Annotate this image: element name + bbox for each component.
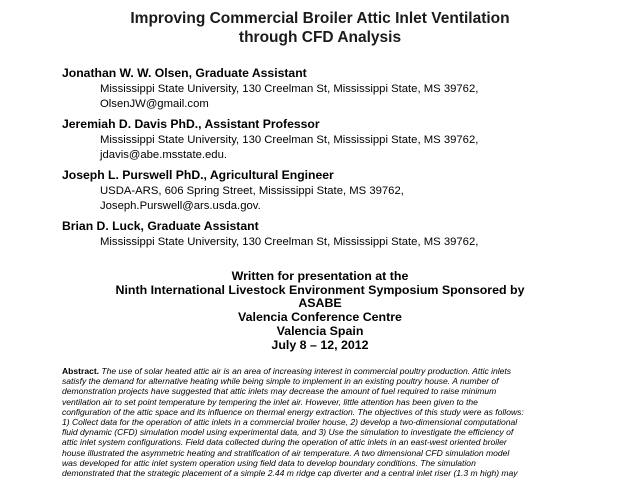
presentation-line-5: Valencia Spain (276, 323, 364, 338)
author-block (62, 168, 622, 214)
abstract-line: satisfy the demand for alternative heating while being simple to implement in an existing poultry house. A number of (62, 376, 499, 387)
abstract-line (62, 366, 582, 376)
author-block (62, 66, 622, 112)
abstract-line: attic inlet system configurations. Field data collected during the operation of attic inlets in an east-west oriented broiler (62, 437, 507, 448)
author-address: USDA-ARS, 606 Spring Street, Mississippi State, MS 39762, (100, 185, 404, 197)
presentation-line-3: ASABE (298, 296, 342, 311)
presentation-line-4: Valencia Conference Centre (238, 310, 402, 325)
abstract-label: Abstract. (62, 366, 100, 376)
abstract-line: demonstrated that the strategic placement of a simple 2.44 m ridge cap diverter and a central inlet riser (1.3 m high) may (62, 468, 518, 479)
author-list (62, 66, 622, 250)
abstract-line: fluid dynamic (CFD) simulation model using experimental data, and 3) Use the simulation to investigate the efficiency of (62, 427, 514, 438)
author-email[interactable]: Joseph.Purswell@ars.usda.gov. (100, 200, 261, 212)
author-name: Joseph L. Purswell PhD., Agricultural Engineer (62, 168, 334, 182)
presentation-line-1: Written for presentation at the (231, 269, 409, 283)
presentation-line-2: Ninth International Livestock Environment Symposium Sponsored by (115, 282, 525, 297)
author-name: Jonathan W. W. Olsen, Graduate Assistant (62, 66, 307, 80)
title-line-2: through CFD Analysis (238, 29, 402, 46)
presentation-line-6: July 8 – 12, 2012 (271, 337, 369, 352)
author-email[interactable]: jdavis@abe.msstate.edu. (100, 149, 228, 161)
abstract-line: ventilation air to set point temperature by tempering the inlet air. However, little attention has been given to the (62, 396, 478, 407)
author-address: Mississippi State University, 130 Creelman St, Mississippi State, MS 39762, (100, 83, 479, 95)
author-name: Brian D. Luck, Graduate Assistant (62, 219, 259, 233)
abstract-line: 1) Collect data for the operation of attic inlets in a commercial broiler house, 2) develop a two-dimensional computational (62, 417, 518, 428)
abstract-line: demonstration projects have suggested that attic inlets may decrease the amount of fuel required to raise minimum (62, 386, 497, 397)
author-name: Jeremiah D. Davis PhD., Assistant Professor (62, 117, 320, 131)
presentation-notice (60, 270, 580, 352)
abstract-line: was developed for attic inlet system operation using field data to develop boundary conditions. The simulation (62, 457, 476, 468)
abstract (62, 366, 582, 478)
abstract-line: configuration of the attic space and its influence on thermal energy extraction. The objectives of this study were as follows: (62, 406, 524, 417)
abstract-text: The use of solar heated attic air is an area of increasing interest in commercial poultry production. Attic inlets (99, 366, 512, 376)
author-block (62, 219, 622, 250)
title-line-1: Improving Commercial Broiler Attic Inlet Ventilation (130, 10, 510, 27)
paper-title (60, 9, 580, 47)
author-email[interactable]: OlsenJW@gmail.com (100, 98, 209, 110)
author-address: Mississippi State University, 130 Creelman St, Mississippi State, MS 39762, (100, 236, 479, 248)
author-block (62, 117, 622, 163)
abstract-line: house illustrated the asymmetric heating and stratification of air temperature. A two dimensional CFD simulation model (62, 447, 510, 458)
author-address: Mississippi State University, 130 Creelman St, Mississippi State, MS 39762, (100, 134, 479, 146)
